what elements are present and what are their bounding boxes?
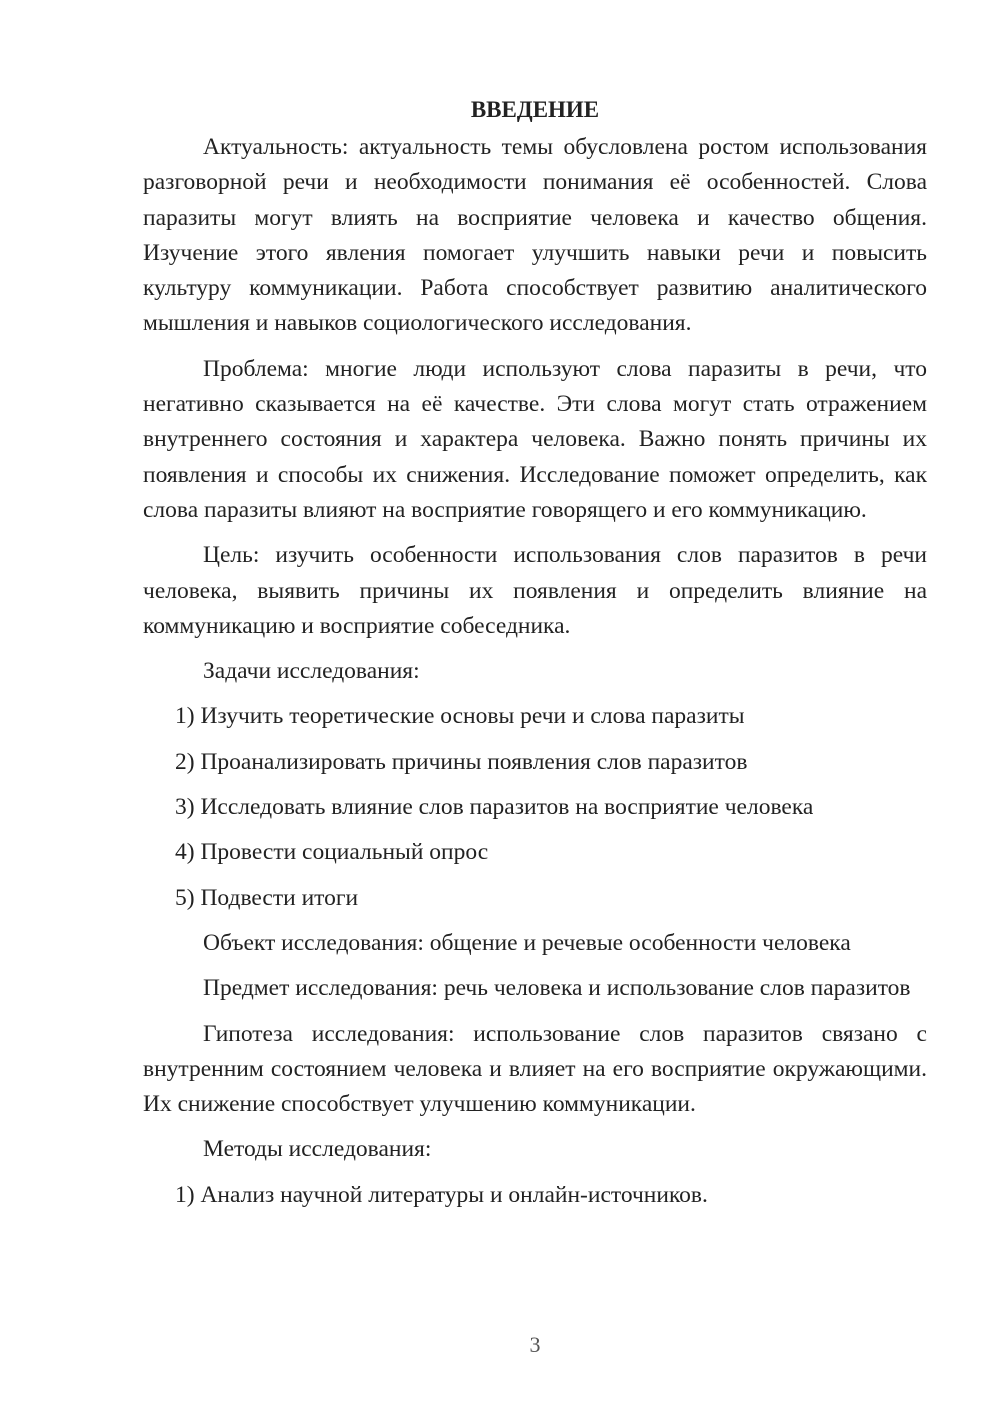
hypothesis-paragraph: Гипотеза исследования: использование слов паразитов связано с внутренним состоянием человека и влияет на его восприятие окружающими. Их снижение способствует улучшению коммуникации.: [143, 1020, 927, 1118]
list-item: 1) Изучить теоретические основы речи и слова паразиты: [175, 703, 745, 730]
problem-paragraph: Проблема: многие люди используют слова паразиты в речи, что негативно сказывается на её качестве. Эти слова могут стать отражением внутреннего состояния и характера человека. Важно понять причины их появления и способы их снижения. Исследование поможет определить, как слова паразиты влияют на восприятие говорящего и его коммуникацию.: [143, 355, 927, 523]
relevance-paragraph: Актуальность: актуальность темы обусловлена ростом использования разговорной речи и необходимости понимания её особенностей. Слова паразиты могут влиять на восприятие человека и качество общения. Изучение этого явления помогает улучшить навыки речи и повысить культуру коммуникации. Работа способствует развитию аналитического мышления и навыков социологического исследования.: [143, 134, 927, 337]
list-item: 2) Проанализировать причины появления слов паразитов: [175, 748, 748, 775]
list-item: 3) Исследовать влияние слов паразитов на восприятие человека: [175, 794, 814, 821]
methods-heading: Методы исследования:: [203, 1136, 432, 1163]
goal-paragraph: Цель: изучить особенности использования слов паразитов в речи человека, выявить причины их появления и определить влияние на коммуникацию и восприятие собеседника.: [143, 542, 927, 639]
tasks-list: [143, 699, 927, 915]
list-item: 5) Подвести итоги: [175, 884, 359, 911]
section-title: ВВЕДЕНИЕ: [470, 97, 600, 122]
page-number: 3: [529, 1332, 541, 1357]
document-body: [143, 92, 927, 1223]
subject-paragraph: Предмет исследования: речь человека и использование слов паразитов: [203, 975, 911, 1002]
list-item: 4) Провести социальный опрос: [175, 839, 489, 866]
methods-list: [143, 1178, 927, 1213]
object-paragraph: Объект исследования: общение и речевые особенности человека: [203, 929, 851, 956]
list-item: 1) Анализ научной литературы и онлайн-источников.: [175, 1181, 708, 1208]
tasks-heading: Задачи исследования:: [203, 658, 420, 685]
